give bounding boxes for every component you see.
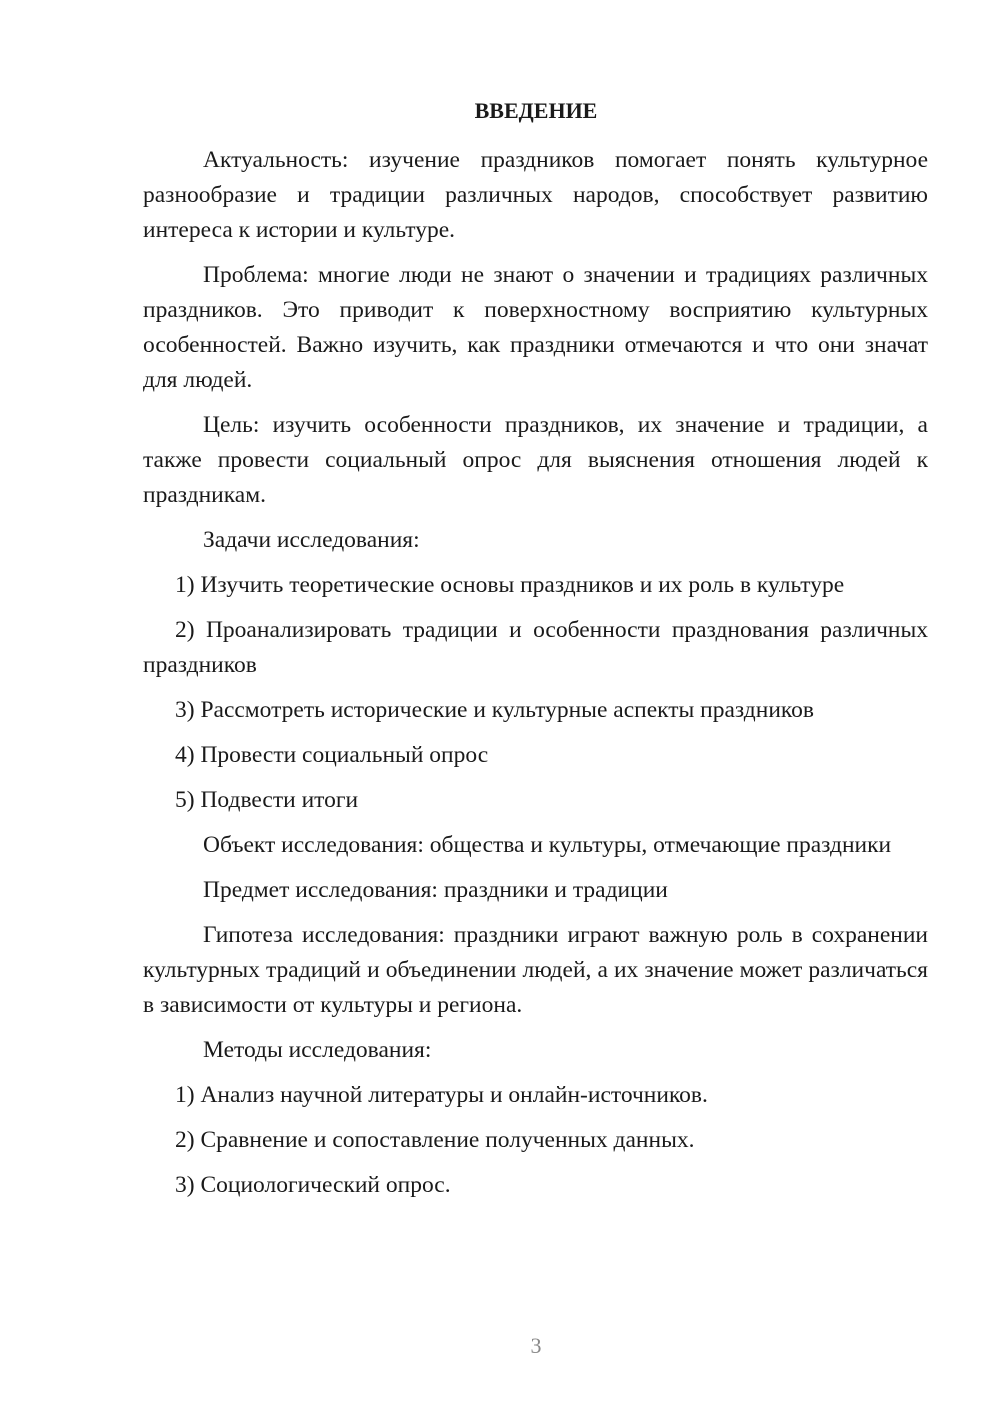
section-heading: ВВЕДЕНИЕ bbox=[474, 98, 598, 123]
method-item: 2) Сравнение и сопоставление полученных данных. bbox=[175, 1127, 695, 1153]
task-item: 3) Рассмотреть исторические и культурные аспекты праздников bbox=[175, 697, 814, 723]
task-item: 5) Подвести итоги bbox=[175, 787, 359, 813]
relevance-paragraph: Актуальность: изучение праздников помогает понять культурное разнообразие и традиции различных народов, способствует развитию интереса к истории и культуре. bbox=[143, 147, 928, 243]
task-item: 2) Проанализировать традиции и особенности празднования различных праздников bbox=[143, 617, 928, 678]
method-item: 3) Социологический опрос. bbox=[175, 1172, 451, 1198]
page-number: 3 bbox=[530, 1333, 542, 1358]
task-item: 1) Изучить теоретические основы праздников и их роль в культуре bbox=[175, 572, 845, 598]
tasks-title: Задачи исследования: bbox=[203, 527, 420, 553]
problem-paragraph: Проблема: многие люди не знают о значении и традициях различных праздников. Это приводит к поверхностному восприятию культурных особенностей. Важно изучить, как праздники отмечаются и что они значат для людей. bbox=[143, 262, 928, 393]
goal-paragraph: Цель: изучить особенности праздников, их значение и традиции, а также провести социальный опрос для выяснения отношения людей к праздникам. bbox=[143, 412, 928, 508]
subject-paragraph: Предмет исследования: праздники и традиции bbox=[203, 877, 668, 903]
object-paragraph: Объект исследования: общества и культуры, отмечающие праздники bbox=[203, 832, 892, 858]
body-text bbox=[143, 143, 928, 1213]
methods-title: Методы исследования: bbox=[203, 1037, 432, 1063]
method-item: 1) Анализ научной литературы и онлайн-источников. bbox=[175, 1082, 708, 1108]
hypothesis-paragraph: Гипотеза исследования: праздники играют важную роль в сохранении культурных традиций и объединении людей, а их значение может различаться в зависимости от культуры и региона. bbox=[143, 922, 928, 1018]
task-item: 4) Провести социальный опрос bbox=[175, 742, 489, 768]
